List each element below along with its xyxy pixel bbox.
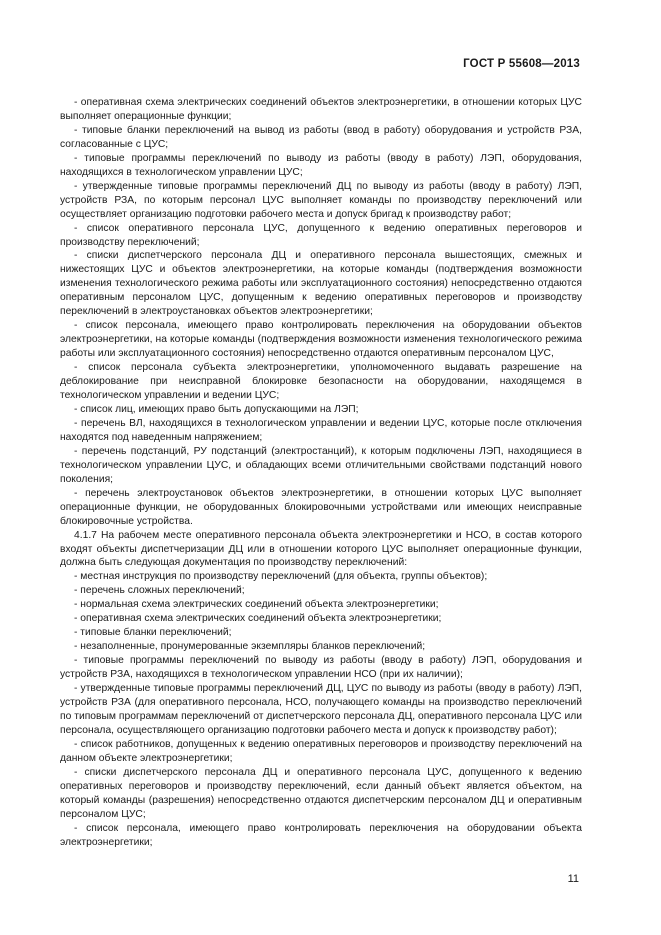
- list-item: - типовые программы переключений по выводу из работы (вводу в работу) ЛЭП, оборудования, находящихся в технологическом управлении ЦУС;: [60, 152, 582, 178]
- list-item: - типовые программы переключений по выводу из работы (вводу в работу) ЛЭП, оборудования и устройств РЗА, находящихся в технологическом управлении НСО (при их наличии);: [60, 655, 582, 681]
- list-item: - типовые бланки переключений на вывод из работы (ввод в работу) оборудования и устройств РЗА, согласованные с ЦУС;: [60, 124, 582, 150]
- list-item: - список персонала, имеющего право контролировать переключения на оборудовании объекта электроэнергетики;: [60, 822, 582, 848]
- list-item: - утвержденные типовые программы переключений ДЦ, ЦУС по выводу из работы (вводу в работу) ЛЭП, устройств РЗА (для оперативного персонала, НСО, получающего команды на производство переключений по типовым программам переключений от диспетчерского персонала ДЦ, оперативного персонала ЦУС или персонала, осуществляющего организацию подготовки рабочего места и допуск к производству работ);: [60, 683, 582, 736]
- list-item: - список персонала субъекта электроэнергетики, уполномоченного выдавать разрешение на деблокирование при неисправной блокировке безопасности на оборудовании, находящемся в технологическом управлении и ведении ЦУС;: [60, 362, 582, 402]
- list-item: - перечень ВЛ, находящихся в технологическом управлении и ведении ЦУС, которые после отключения находятся под наведенным напряжением;: [60, 417, 582, 443]
- list-item: - список оперативного персонала ЦУС, допущенного к ведению оперативных переговоров и производству переключений;: [60, 222, 582, 248]
- page-number: 11: [567, 873, 579, 885]
- list-item: - список лиц, имеющих право быть допускающими на ЛЭП;: [74, 403, 359, 415]
- list-item: - местная инструкция по производству переключений (для объекта, группы объектов);: [74, 571, 488, 583]
- list-item: - незаполненные, пронумерованные экземпляры бланков переключений;: [74, 641, 426, 653]
- list-item: - список работников, допущенных к ведению оперативных переговоров и производству переключений на данном объекте электроэнергетики;: [60, 738, 582, 764]
- list-item: - утвержденные типовые программы переключений ДЦ по выводу из работы (вводу в работу) ЛЭП, устройств РЗА, по которым персонал ЦУС выполняет команды по производству переключений или осуществляет организацию подготовки рабочего места и допуск бригад к производству работ;: [60, 180, 582, 220]
- list-item: - перечень сложных переключений;: [74, 585, 245, 597]
- list-item: - списки диспетчерского персонала ДЦ и оперативного персонала вышестоящих, смежных и нижестоящих ЦУС и объектов электроэнергетики, на которые команды (подтверждения возможности изменения технологического режима работы или эксплуатационного состояния) непосредственно отдаются оперативным персоналом ЦУС, допущенным к ведению оперативных переговоров и производству переключений в электроустановках объектов электроэнергетики;: [60, 250, 582, 318]
- document-standard-number: ГОСТ Р 55608—2013: [463, 58, 580, 70]
- list-item: - оперативная схема электрических соединений объекта электроэнергетики;: [74, 613, 442, 625]
- list-item: - типовые бланки переключений;: [74, 627, 232, 639]
- list-item: - перечень электроустановок объектов электроэнергетики, в отношении которых ЦУС выполняет операционные функции, не оборудованных блокировочными устройствами или имеющих неисправные блокировочные устройства.: [60, 487, 582, 527]
- section-paragraph: 4.1.7 На рабочем месте оперативного персонала объекта электроэнергетики и НСО, в состав которого входят объекты диспетчеризации ДЦ или в отношении которого ЦУС выполняет операционные функции, должна быть следующая документация по производству переключений:: [60, 529, 582, 569]
- list-item: - перечень подстанций, РУ подстанций (электростанций), к которым подключены ЛЭП, находящиеся в технологическом управлении ЦУС, и обладающих всеми отличительными свойствами подстанций нового поколения;: [60, 445, 582, 485]
- document-body: [60, 96, 582, 849]
- list-item: - нормальная схема электрических соединений объекта электроэнергетики;: [74, 599, 439, 611]
- list-item: - оперативная схема электрических соединений объектов электроэнергетики, в отношении которых ЦУС выполняет операционные функции;: [60, 97, 582, 122]
- list-item: - список персонала, имеющего право контролировать переключения на оборудовании объектов электроэнергетики, на которые команды (подтверждения возможности изменения технологического режима работы или эксплуатационного состояния) непосредственно отдаются оперативным персоналом ЦУС,: [60, 320, 582, 360]
- list-item: - списки диспетчерского персонала ДЦ и оперативного персонала ЦУС, допущенного к ведению оперативных переговоров и производству переключений, если данный объект является объектом, на который команды (разрешения) непосредственно отдаются диспетчерским персоналом ДЦ и оперативным персоналом ЦУС;: [60, 766, 582, 820]
